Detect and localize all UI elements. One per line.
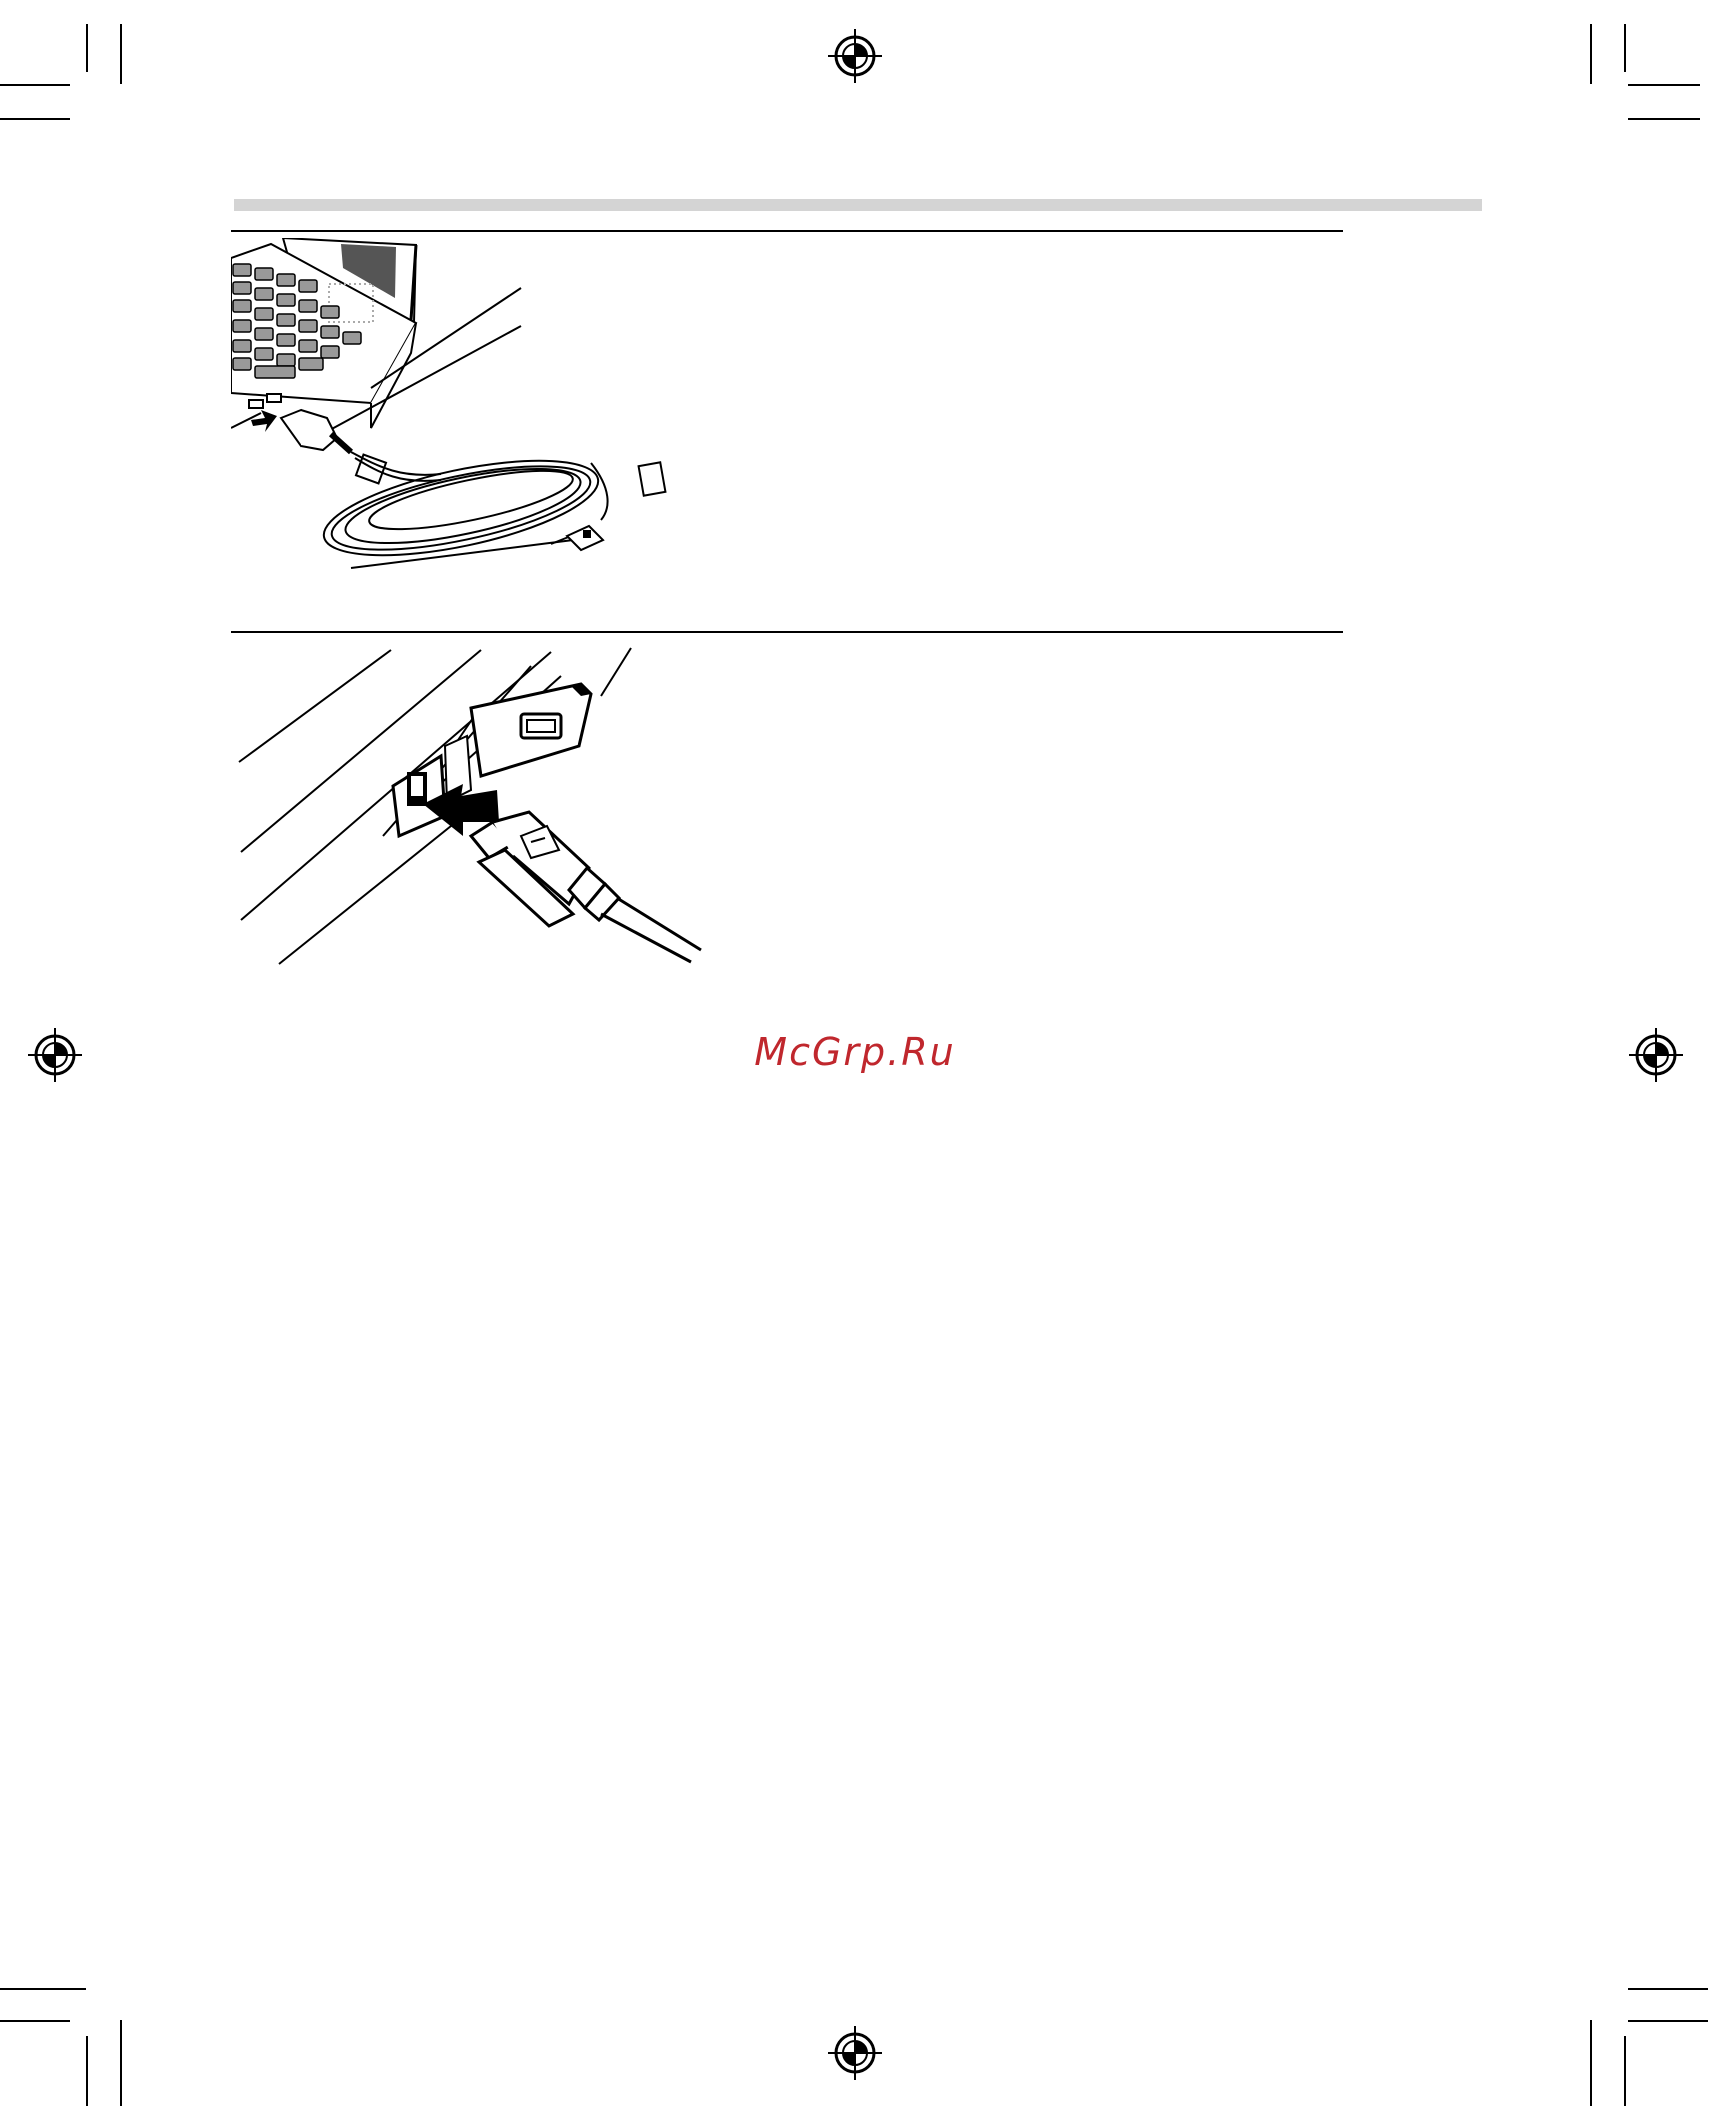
watermark-text: McGrp.Ru bbox=[754, 1030, 956, 1074]
header-bar bbox=[234, 199, 1482, 211]
camera-usb-port-plug-illustration bbox=[231, 646, 711, 976]
laptop-usb-cable-connection-illustration bbox=[231, 238, 691, 580]
registration-mark-icon bbox=[826, 27, 884, 85]
registration-mark-icon bbox=[826, 2024, 884, 2082]
section-divider bbox=[231, 230, 1343, 232]
section-divider bbox=[231, 631, 1343, 633]
